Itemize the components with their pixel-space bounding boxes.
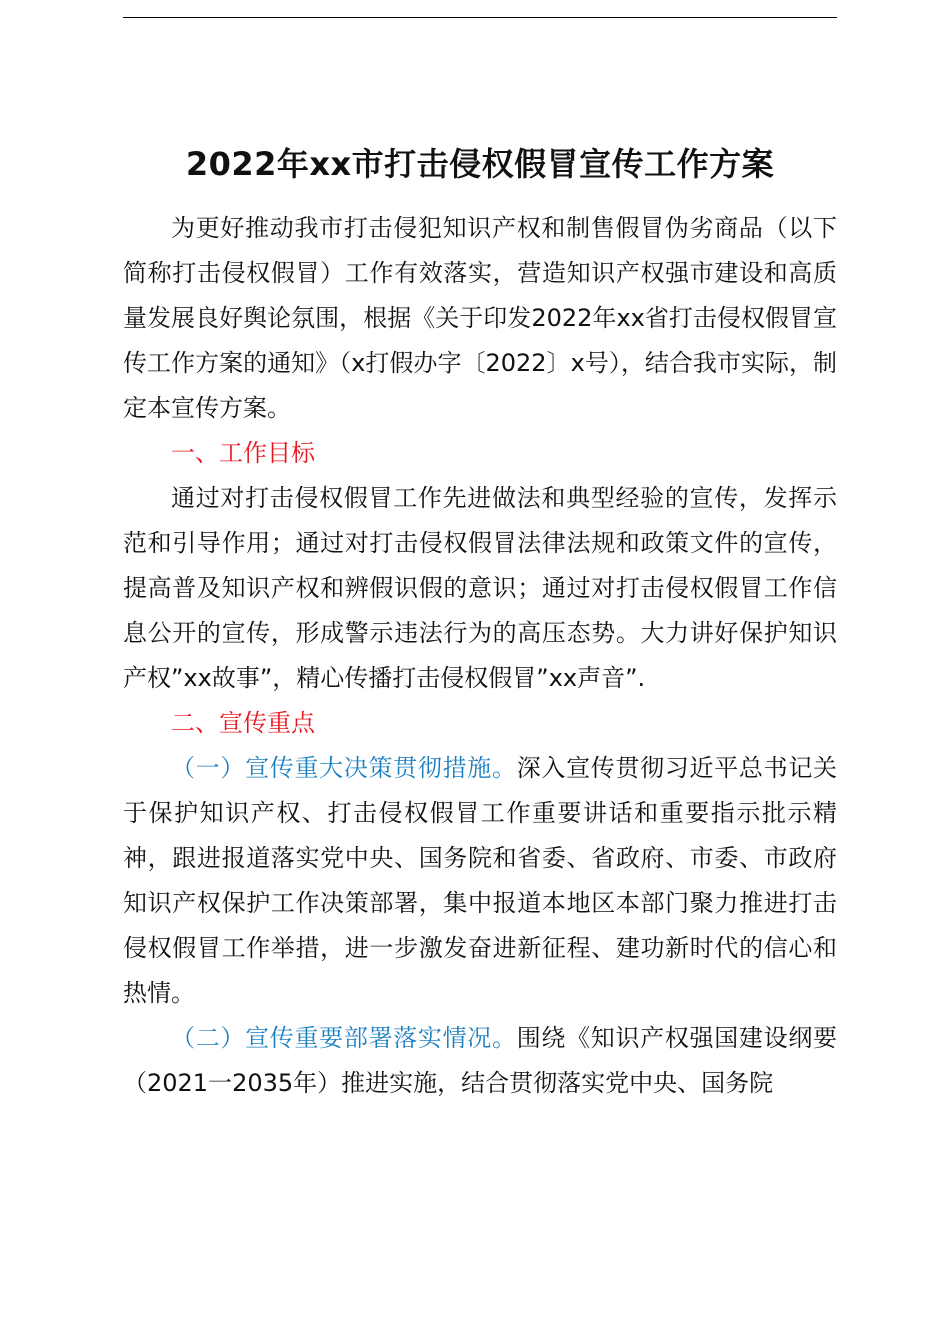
focus-item-2-label: （二）宣传重要部署落实情况。 (171, 1024, 517, 1052)
focus-item-2-body: 围绕《知识产权强国建设纲要（2021一2035年）推进实施，结合贯彻落实党中央、国务院 (123, 1024, 838, 1097)
document-title: 2022年xx市打击侵权假冒宣传工作方案 (185, 145, 775, 183)
section-heading-focus: 二、宣传重点 (171, 709, 315, 737)
section-heading-goals: 一、工作目标 (171, 439, 315, 467)
focus-item-1 (123, 746, 837, 1016)
intro-paragraph: 为更好推动我市打击侵犯知识产权和制售假冒伪劣商品（以下简称打击侵权假冒）工作有效落实，营造知识产权强市建设和高质量发展良好舆论氛围，根据《关于印发2022年xx省打击侵权假冒宣传工作方案的通知》（x打假办字〔2022〕x号），结合我市实际，制定本宣传方案。 (123, 214, 837, 422)
focus-item-2 (123, 1016, 837, 1106)
goals-paragraph: 通过对打击侵权假冒工作先进做法和典型经验的宣传，发挥示范和引导作用；通过对打击侵权假冒法律法规和政策文件的宣传，提高普及知识产权和辨假识假的意识；通过对打击侵权假冒工作信息公开的宣传，形成警示违法行为的高压态势。大力讲好保护知识产权”xx故事”，精心传播打击侵权假冒”xx声音”. (123, 484, 837, 692)
focus-item-1-body: 深入宣传贯彻习近平总书记关于保护知识产权、打击侵权假冒工作重要讲话和重要指示批示精神，跟进报道落实党中央、国务院和省委、省政府、市委、市政府知识产权保护工作决策部署，集中报道本地区本部门聚力推进打击侵权假冒工作举措，进一步激发奋进新征程、建功新时代的信心和热情。 (123, 754, 838, 1007)
header-rule (123, 17, 837, 18)
document-body (123, 140, 837, 1106)
focus-item-1-label: （一）宣传重大决策贯彻措施。 (171, 754, 517, 782)
